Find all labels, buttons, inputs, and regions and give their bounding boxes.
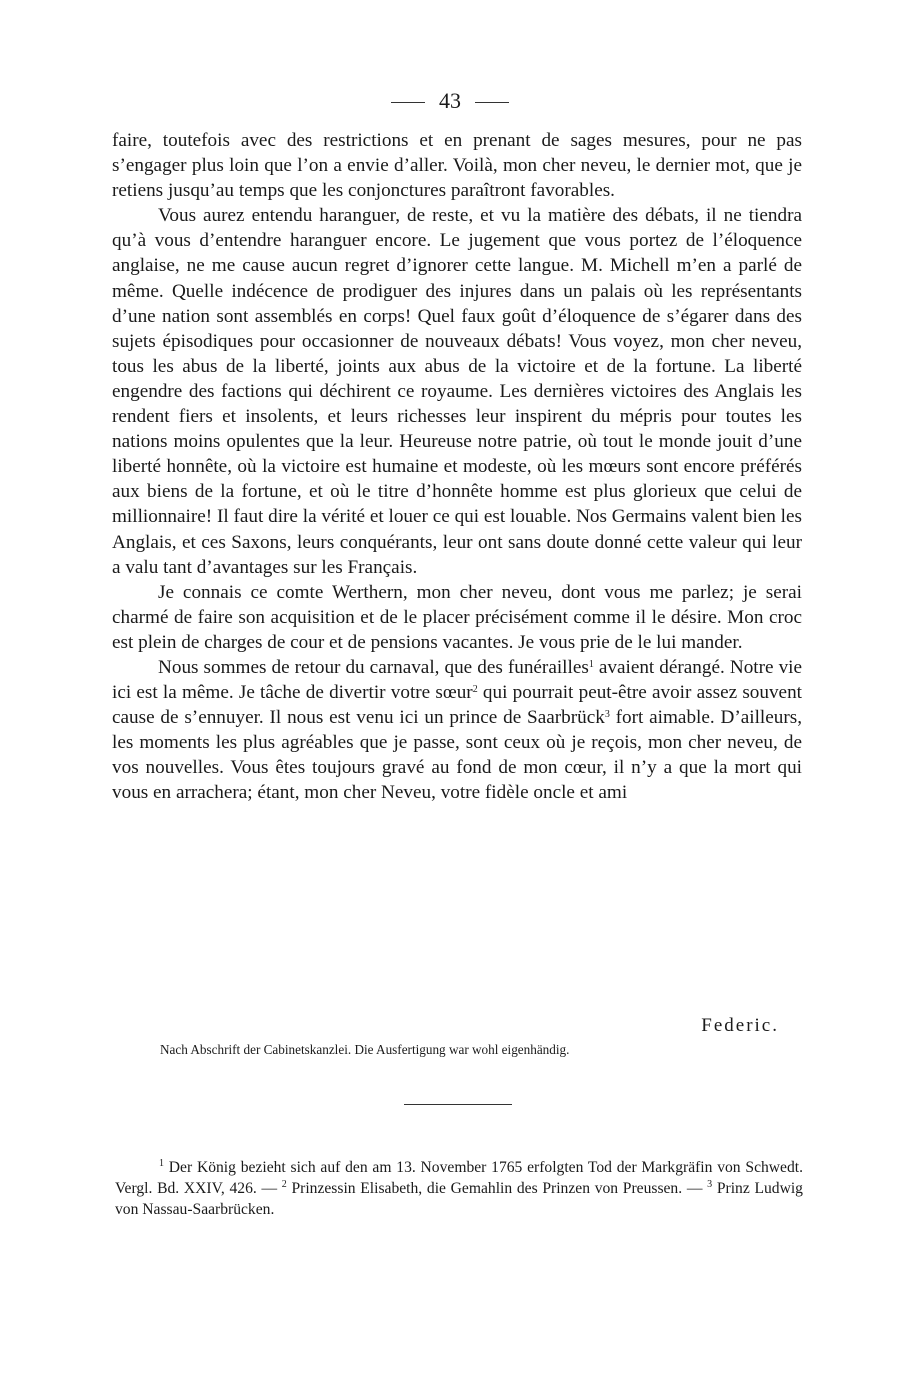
footnotes (115, 1157, 803, 1220)
paragraph (112, 128, 802, 203)
paragraph (112, 203, 802, 579)
paragraph (112, 580, 802, 655)
source-note: Nach Abschrift der Cabinetskanzlei. Die Ausfertigung war wohl eigenhändig. (160, 1042, 570, 1057)
text-run: faire, toutefois avec des restrictions et en prenant de sages mesures, pour ne pas s’engager plus loin que l’on a envie d’aller. Voilà, mon cher neveu, le dernier mot, que je retiens jusqu’au temps que les conjonctures paraîtront favorables. (112, 130, 802, 202)
footnote-marker: 1 (588, 658, 594, 670)
footnote-marker: 3 (604, 709, 610, 721)
page-number: 43 (439, 88, 461, 113)
text-run: qui pourrait peut-être avoir assez souvent cause de s’ennuyer. Il nous est venu ici un prince de Saarbrück (112, 682, 803, 729)
signature: Federic. (701, 1015, 779, 1036)
text-run: Prinz Ludwig von Nassau-Saarbrücken. (115, 1180, 803, 1218)
footnote-marker: 2 (281, 1179, 287, 1190)
letter-body (112, 128, 802, 806)
text-run: avaient dérangé. Notre vie ici est la même. Je tâche de divertir votre sœur (112, 656, 803, 704)
paragraph (112, 655, 802, 806)
text-run: fort aimable. D’ailleurs, les moments les plus agréables que je passe, sont ceux où je reçois, mon cher neveu, de vos nouvelles. Vous êtes toujours gravé au fond de mon cœur, il n’y a que la mort qui vous en arrachera; étant, mon cher Neveu, votre fidèle oncle et ami (112, 707, 803, 804)
header-dash-right (475, 102, 509, 103)
text-run: Der König bezieht sich auf den am 13. November 1765 erfolgten Tod der Markgräfin von Schwedt. Vergl. Bd. XXIV, 426. — (115, 1159, 803, 1197)
text-run: Nous sommes de retour du carnaval, que des funérailles (158, 656, 589, 678)
text-run: Prinzessin Elisabeth, die Gemahlin des Prinzen von Preussen. — (286, 1180, 708, 1197)
footnote-marker: 2 (472, 684, 478, 696)
footnote-marker: 1 (159, 1158, 164, 1169)
page-header (0, 86, 900, 116)
footnote-text (115, 1157, 803, 1220)
text-run: Vous aurez entendu haranguer, de reste, et vu la matière des débats, il ne tiendra qu’à vous d’entendre haranguer encore. Le jugement que vous portez de l’éloquence anglaise, ne me cause aucun regret d’ignorer cette langue. M. Michell m’en a parlé de même. Quelle indécence de prodiguer des injures dans un palais où les représentants d’une nation sont assemblés en corps! Quel faux goût d’éloquence de s’égarer dans des sujets épisodiques pour occasionner de nouveaux débats! Vous voyez, mon cher neveu, tous les abus de la liberté, joints aux abus de la victoire et de la fortune. La liberté engendre des factions qui déchirent ce royaume. Les dernières victoires des Anglais les rendent fiers et insolents, et leurs richesses leur inspirent du mépris pour toutes les nations moins opulentes que la leur. Heureuse notre patrie, où tout le monde jouit d’une liberté honnête, où la victoire est humaine et modeste, où les mœurs sont encore préférés aux biens de la fortune, et où le titre d’honnête homme est plus glorieux que celui de millionnaire! Il faut dire la vérité et louer ce qui est louable. Nos Germains valent bien les Anglais, et ces Saxons, leurs conquérants, leur ont sans doute donné cette valeur qui leur a valu tant d’avantages sur les Français. (112, 205, 802, 578)
text-run: Je connais ce comte Werthern, mon cher neveu, dont vous me parlez; je serai charmé de faire son acquisition et de le placer précisément comme il le désire. Mon croc est plein de charges de cour et de pensions vacantes. Je vous prie de le lui mander. (112, 581, 802, 653)
footnote-marker: 3 (707, 1179, 713, 1190)
footnote-separator (404, 1104, 512, 1105)
header-dash-left (391, 102, 425, 103)
